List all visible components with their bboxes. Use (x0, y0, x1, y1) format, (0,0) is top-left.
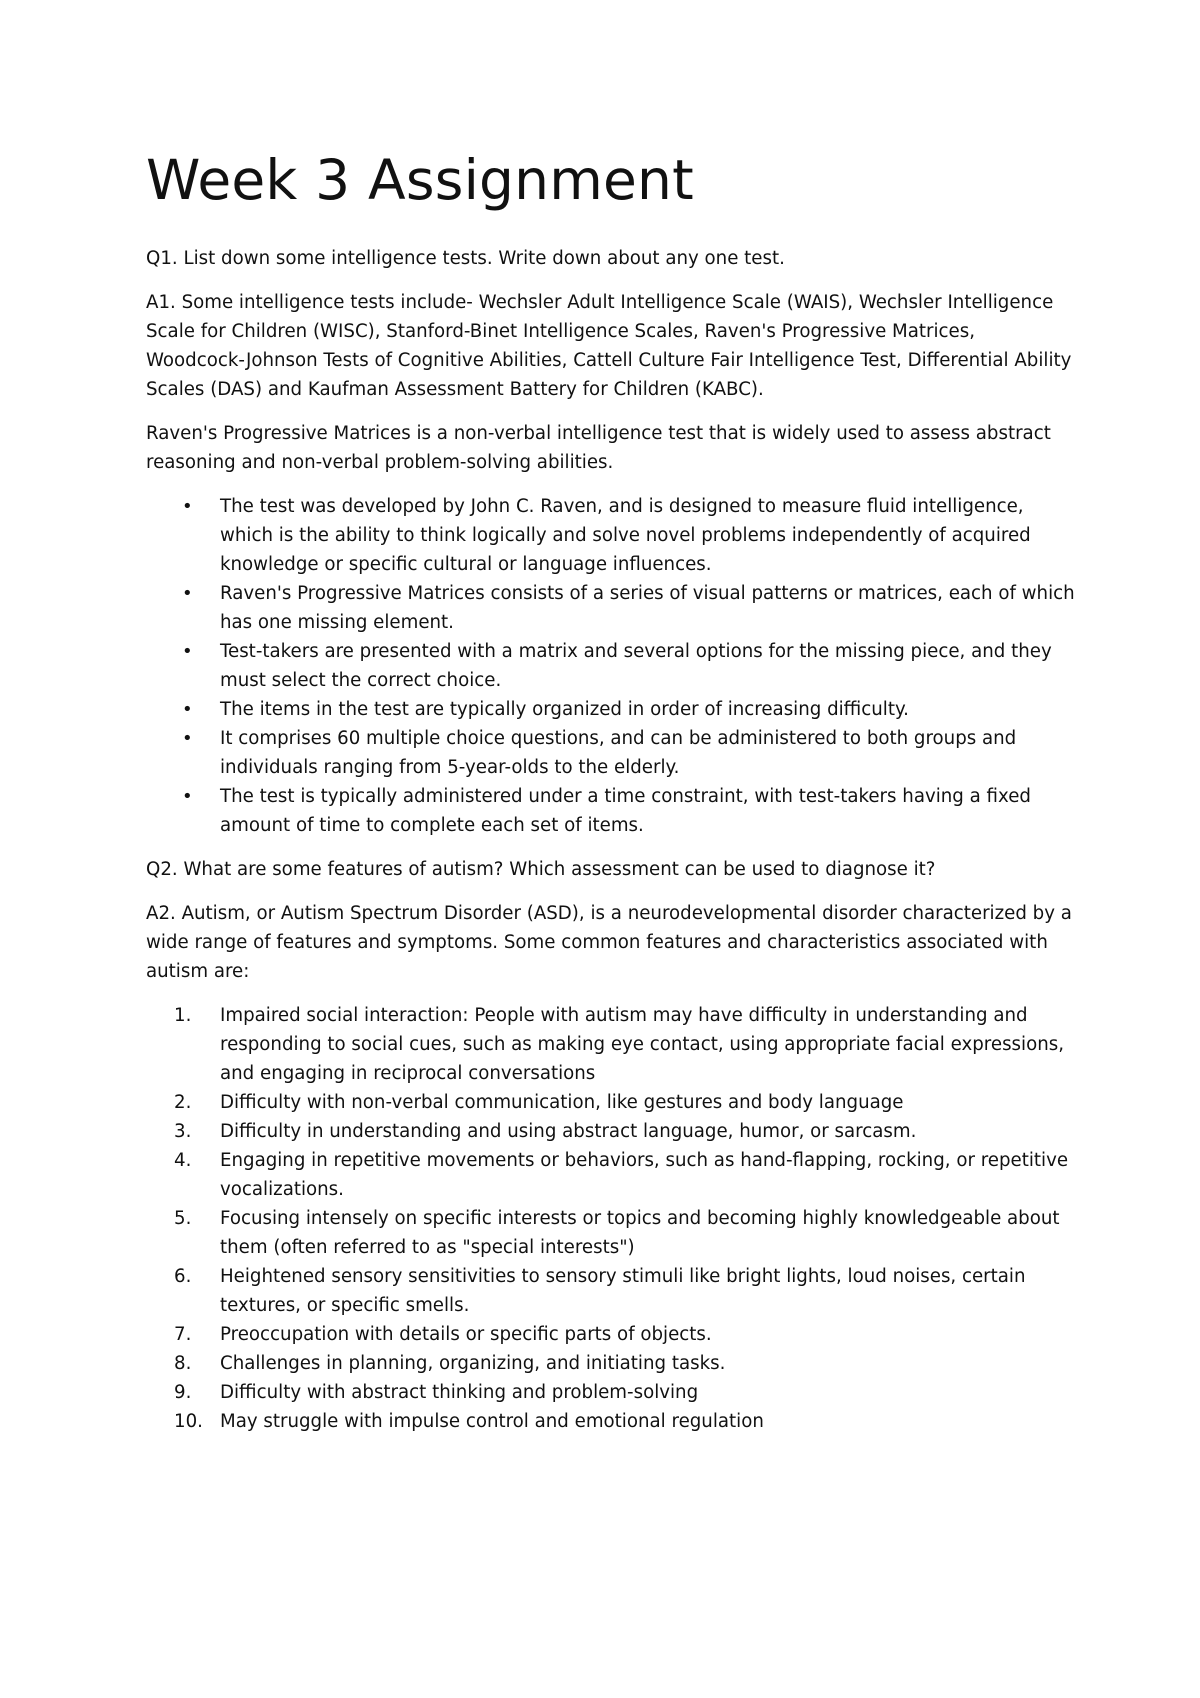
list-number: 6. (174, 1266, 192, 1287)
list-item-text: Preoccupation with details or specific parts of objects. (220, 1324, 712, 1345)
list-item-text: Heightened sensory sensitivities to sensory stimuli like bright lights, loud noises, certain textures, or specific smells. (220, 1266, 1026, 1316)
list-item (146, 724, 1076, 782)
list-item (146, 782, 1076, 840)
bullet-icon: • (182, 641, 193, 662)
list-number: 8. (174, 1353, 192, 1374)
list-item (146, 1088, 1076, 1117)
list-item (146, 695, 1076, 724)
ravens-intro: Raven's Progressive Matrices is a non-verbal intelligence test that is widely used to assess abstract reasoning and non-verbal problem-solving abilities. (146, 423, 1051, 473)
list-item-text: The test is typically administered under a time constraint, with test-takers having a fixed amount of time to complete each set of items. (220, 786, 1031, 836)
list-item (146, 492, 1076, 579)
list-number: 1. (174, 1005, 192, 1026)
list-item (146, 1204, 1076, 1262)
bullet-icon: • (182, 786, 193, 807)
list-item (146, 1320, 1076, 1349)
list-item (146, 1262, 1076, 1320)
bullet-icon: • (182, 699, 193, 720)
answer-2: A2. Autism, or Autism Spectrum Disorder (ASD), is a neurodevelopmental disorder characterized by a wide range of features and symptoms. Some common features and characteristics associated with autism are: (146, 903, 1072, 982)
list-item (146, 1378, 1076, 1407)
list-item-text: Raven's Progressive Matrices consists of a series of visual patterns or matrices, each of which has one missing element. (220, 583, 1075, 633)
list-item (146, 637, 1076, 695)
list-item-text: Difficulty with non-verbal communication, like gestures and body language (220, 1092, 904, 1113)
list-item-text: Difficulty with abstract thinking and problem-solving (220, 1382, 699, 1403)
list-item-text: Impaired social interaction: People with autism may have difficulty in understanding and responding to social cues, such as making eye contact, using appropriate facial expressions, and engaging in reciprocal conversations (220, 1005, 1064, 1084)
list-number: 3. (174, 1121, 192, 1142)
list-number: 2. (174, 1092, 192, 1113)
question-2: Q2. What are some features of autism? Which assessment can be used to diagnose it? (146, 859, 936, 880)
question-1: Q1. List down some intelligence tests. Write down about any one test. (146, 248, 785, 269)
list-item (146, 1117, 1076, 1146)
ravens-bullet-list (146, 492, 1076, 840)
list-number: 5. (174, 1208, 192, 1229)
document-title: Week 3 Assignment (146, 148, 694, 212)
list-item-text: Test-takers are presented with a matrix and several options for the missing piece, and they must select the correct choice. (220, 641, 1052, 691)
list-item (146, 1407, 1076, 1436)
list-number: 4. (174, 1150, 192, 1171)
list-item-text: It comprises 60 multiple choice questions, and can be administered to both groups and individuals ranging from 5-year-olds to the elderly. (220, 728, 1017, 778)
list-number: 10. (174, 1411, 203, 1432)
list-item (146, 579, 1076, 637)
list-item-text: The items in the test are typically organized in order of increasing difficulty. (220, 699, 909, 720)
list-item-text: Engaging in repetitive movements or behaviors, such as hand-flapping, rocking, or repetitive vocalizations. (220, 1150, 1069, 1200)
list-item-text: The test was developed by John C. Raven, and is designed to measure fluid intelligence, which is the ability to think logically and solve novel problems independently of acquired knowledge or specific cultural or language influences. (220, 496, 1031, 575)
bullet-icon: • (182, 728, 193, 749)
list-item-text: Challenges in planning, organizing, and initiating tasks. (220, 1353, 726, 1374)
list-number: 7. (174, 1324, 192, 1345)
list-number: 9. (174, 1382, 192, 1403)
autism-features-list (146, 1001, 1076, 1436)
answer-1: A1. Some intelligence tests include- Wechsler Adult Intelligence Scale (WAIS), Wechsler Intelligence Scale for Children (WISC), Stanford-Binet Intelligence Scales, Raven's Progressive Matrices, Woodcock-Johnson Tests of Cognitive Abilities, Cattell Culture Fair Intelligence Test, Differential Ability Scales (DAS) and Kaufman Assessment Battery for Children (KABC). (146, 292, 1072, 400)
bullet-icon: • (182, 496, 193, 517)
list-item (146, 1146, 1076, 1204)
list-item (146, 1001, 1076, 1088)
bullet-icon: • (182, 583, 193, 604)
list-item-text: Focusing intensely on specific interests or topics and becoming highly knowledgeable about them (often referred to as "special interests") (220, 1208, 1060, 1258)
list-item-text: May struggle with impulse control and emotional regulation (220, 1411, 764, 1432)
list-item-text: Difficulty in understanding and using abstract language, humor, or sarcasm. (220, 1121, 917, 1142)
list-item (146, 1349, 1076, 1378)
document-body (146, 140, 1076, 1451)
